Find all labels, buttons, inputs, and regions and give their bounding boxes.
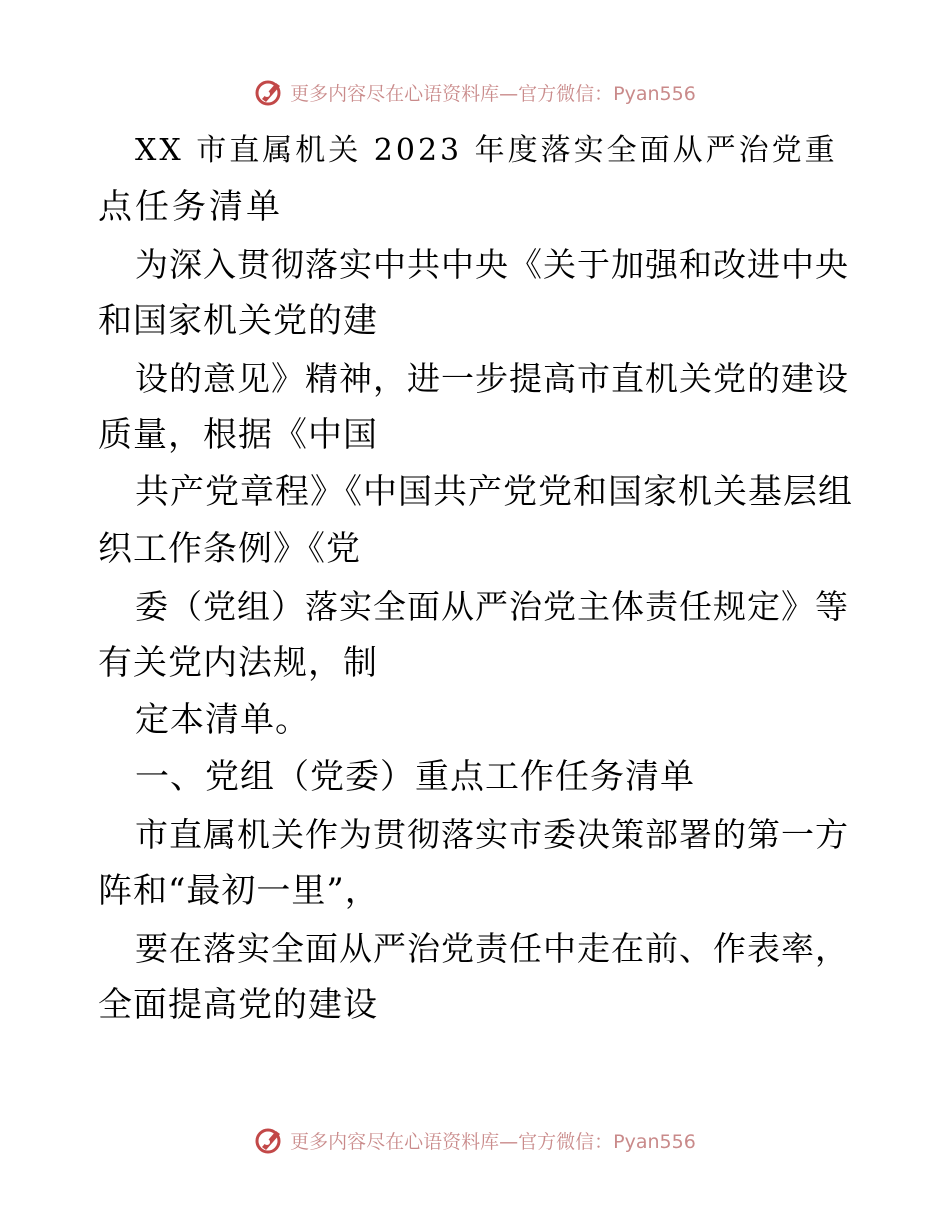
section-heading: 一、党组（党委）重点工作任务清单 (135, 757, 695, 797)
watermark-text: 更多内容尽在心语资料库—官方微信：Pyan556 (290, 1130, 696, 1153)
pen-logo-icon (254, 1125, 284, 1155)
paragraph-line: 定本清单。 (135, 700, 310, 740)
footer-watermark (0, 1120, 950, 1160)
watermark-text: 更多内容尽在心语资料库—官方微信：Pyan556 (290, 82, 696, 105)
paragraph-line: 委（党组）落实全面从严治党主体责任规定》等 (135, 587, 849, 626)
header-watermark (0, 72, 950, 112)
document-title-line-1: XX 市直属机关 2023 年度落实全面从严治党重 (135, 133, 838, 168)
paragraph-line: 共产党章程》《中国共产党党和国家机关基层组 (135, 472, 853, 512)
paragraph-line: 市直属机关作为贯彻落实市委决策部署的第一方 (135, 815, 849, 854)
paragraph-line: 设的意见》精神，进一步提高市直机关党的建设 (135, 359, 849, 398)
paragraph-line: 全面提高党的建设 (98, 985, 378, 1025)
paragraph-line: 为深入贯彻落实中共中央《关于加强和改进中央 (135, 245, 849, 284)
pen-logo-icon (254, 77, 284, 107)
paragraph-line: 和国家机关党的建 (98, 301, 378, 341)
paragraph-line: 织工作条例》《党 (98, 529, 361, 569)
paragraph-line: 有关党内法规，制 (98, 643, 378, 683)
paragraph-line: 质量，根据《中国 (98, 415, 378, 455)
paragraph-line: 阵和“最初一里”， (98, 871, 380, 911)
paragraph-line: 要在落实全面从严治党责任中走在前、作表率， (135, 929, 849, 968)
document-body (98, 122, 858, 1034)
document-title-line-2: 点任务清单 (98, 187, 283, 227)
